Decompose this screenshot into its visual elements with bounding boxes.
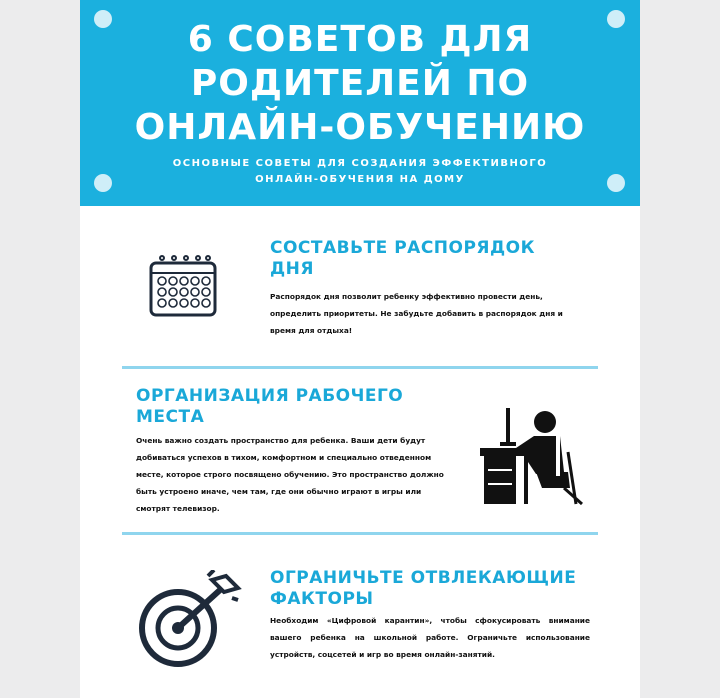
tip-heading-line: ФАКТОРЫ xyxy=(270,589,374,609)
header-banner xyxy=(80,0,640,206)
tip-text: Распорядок дня позволит ребенку эффективно провести день, определить приоритеты. Не забудьте добавить в распорядок дня и время для отдыха! xyxy=(270,292,563,335)
section-divider xyxy=(122,366,598,369)
subtitle-line: ОСНОВНЫЕ СОВЕТЫ ДЛЯ СОЗДАНИЯ ЭФФЕКТИВНОГО xyxy=(172,158,548,169)
tip-heading xyxy=(136,386,436,428)
left-margin xyxy=(0,0,80,698)
page-title xyxy=(80,18,640,150)
right-margin xyxy=(640,0,720,698)
tip-text: Очень важно создать пространство для ребенка. Ваши дети будут добиваться успехов в тихом, комфортном и специально отведенном месте, которое строго посвящено обучению. Это пространство должно быть устроено иначе, чем там, где они обычно играют в игры или смотрят телевизор. xyxy=(136,436,444,513)
title-line: ОНЛАЙН-ОБУЧЕНИЮ xyxy=(134,107,586,148)
tip-heading-line: ДНЯ xyxy=(270,259,314,279)
tip-heading-line: СОСТАВЬТЕ РАСПОРЯДОК xyxy=(270,238,536,258)
tip-heading xyxy=(270,238,590,280)
infographic-page xyxy=(80,0,640,698)
target-icon xyxy=(134,570,244,670)
page-subtitle xyxy=(110,156,610,188)
tip-heading-line: ОРГАНИЗАЦИЯ РАБОЧЕГО xyxy=(136,386,404,406)
title-line: 6 СОВЕТОВ ДЛЯ xyxy=(187,19,533,60)
tip-heading-line: МЕСТА xyxy=(136,407,205,427)
tip-text: Необходим «Цифровой карантин», чтобы сфокусировать внимание вашего ребенка на школьной работе. Ограничьте использование устройств, соцсетей и игр во время онлайн-занятий. xyxy=(270,616,590,659)
person-at-desk-icon xyxy=(480,402,586,508)
tip-heading-line: ОГРАНИЧЬТЕ ОТВЛЕКАЮЩИЕ xyxy=(270,568,577,588)
title-line: РОДИТЕЛЕЙ ПО xyxy=(190,63,530,104)
tip-heading xyxy=(270,568,590,610)
section-divider xyxy=(122,532,598,535)
subtitle-line: ОНЛАЙН-ОБУЧЕНИЯ НА ДОМУ xyxy=(255,174,465,185)
calendar-icon xyxy=(146,254,220,318)
